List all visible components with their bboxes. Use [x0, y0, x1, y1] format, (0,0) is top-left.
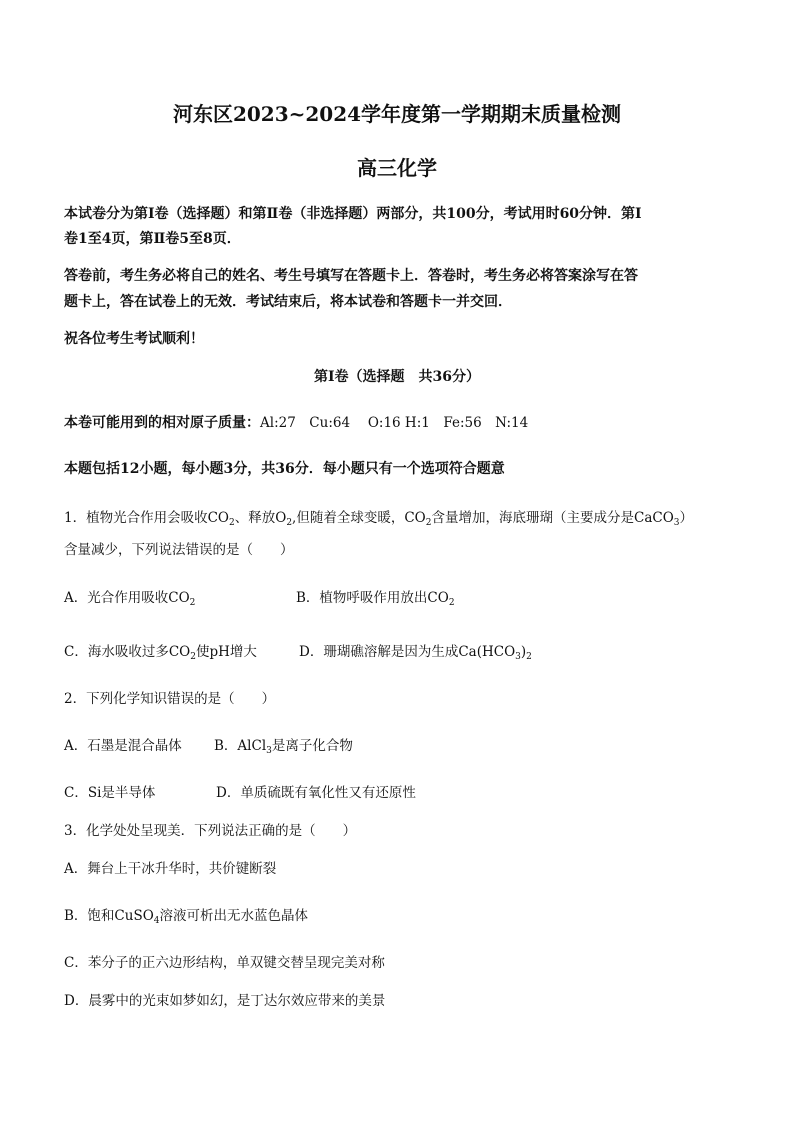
option-text: (HCO	[476, 644, 516, 660]
option-text: 是离子化合物	[271, 738, 353, 754]
intro-line-4: 题卡上，答在试卷上的无效．考试结束后，将本试卷和答题卡一并交回．	[64, 294, 512, 310]
q3-option-c[interactable]: C．苯分子的正六边形结构，单双键交替呈现完美对称	[64, 955, 385, 971]
q1-stem-line-2: 含量减少，下列说法错误的是（ ）	[64, 542, 294, 558]
atomic-masses-label: 本卷可能用到的相对原子质量：	[64, 415, 260, 431]
q1-option-c[interactable]	[64, 640, 257, 660]
subscript: 2	[448, 598, 455, 608]
subscript: 3	[673, 518, 680, 528]
q2-option-a[interactable]: A．石墨是混合晶体	[64, 738, 182, 754]
q1-text: ,但随着全球变暖，CO	[292, 510, 426, 526]
q1-stem-line-1	[64, 506, 693, 526]
subscript: 3	[515, 652, 521, 662]
q1-text: ）	[679, 510, 693, 526]
subscript: 3	[266, 746, 272, 756]
option-text: 使pH增大	[195, 644, 257, 660]
q3-stem: 3．化学处处呈现美．下列说法正确的是（ ）	[64, 823, 357, 839]
option-text: A．光合作用吸收CO	[64, 590, 190, 606]
intro-line-3: 答卷前，考生务必将自己的姓名、考生号填写在答题卡上．答卷时，考生务必将答案涂写在答	[64, 268, 638, 284]
q3-option-b[interactable]	[64, 904, 308, 924]
option-text: B．AlCl	[214, 738, 267, 754]
wish-line: 祝各位考生考试顺利！	[64, 331, 204, 347]
q3-option-d[interactable]: D．晨雾中的光束如梦如幻，是丁达尔效应带来的美景	[64, 993, 386, 1009]
subscript: 2	[189, 598, 196, 608]
option-text: C．海水吸收过多CO	[64, 644, 191, 660]
section-title: 第Ⅰ卷（选择题 共36分）	[313, 369, 481, 385]
intro-line-2: 卷1至4页，第Ⅱ卷5至8页．	[64, 231, 241, 247]
subscript: 2	[229, 518, 235, 528]
q1-text: 1．植物光合作用会吸收CO	[64, 510, 229, 526]
atomic-masses-values: Al:27 Cu:64 O:16 H:1 Fe:56 N:14	[260, 415, 529, 431]
q2-option-d[interactable]: D．单质硫既有氧化性又有还原性	[216, 785, 416, 801]
q2-option-c[interactable]: C．Si是半导体	[64, 785, 156, 801]
q2-stem: 2．下列化学知识错误的是（ ）	[64, 691, 276, 707]
option-text: B．饱和CuSO	[64, 908, 154, 924]
subscript: 2	[425, 518, 432, 528]
option-text: D．珊瑚礁溶解是因为生成Ca	[299, 644, 477, 660]
section-instruction: 本题包括12小题，每小题3分，共36分．每小题只有一个选项符合题意	[64, 461, 505, 477]
option-text: 溶液可析出无水蓝色晶体	[159, 908, 308, 924]
q2-option-b[interactable]	[214, 734, 353, 754]
q1-option-b[interactable]	[296, 586, 455, 606]
q1-text: 含量增加，海底珊瑚（主要成分是CaCO	[431, 510, 674, 526]
subscript: 2	[286, 518, 293, 528]
q1-option-d[interactable]	[299, 640, 532, 660]
q1-text: 、释放O	[234, 510, 287, 526]
subscript: 2	[526, 652, 532, 662]
exam-subtitle: 高三化学	[357, 156, 437, 180]
option-text: )	[520, 644, 527, 660]
subscript: 4	[153, 916, 160, 926]
exam-title: 河东区2023~2024学年度第一学期期末质量检测	[172, 102, 622, 126]
intro-line-1: 本试卷分为第Ⅰ卷（选择题）和第Ⅱ卷（非选择题）两部分，共100分，考试用时60分钟．第Ⅰ	[64, 206, 642, 222]
q3-option-a[interactable]: A．舞台上干冰升华时，共价键断裂	[64, 861, 277, 877]
subscript: 2	[190, 652, 196, 662]
atomic-masses-line	[64, 411, 528, 432]
q1-option-a[interactable]	[64, 586, 195, 606]
option-text: B．植物呼吸作用放出CO	[296, 590, 449, 606]
